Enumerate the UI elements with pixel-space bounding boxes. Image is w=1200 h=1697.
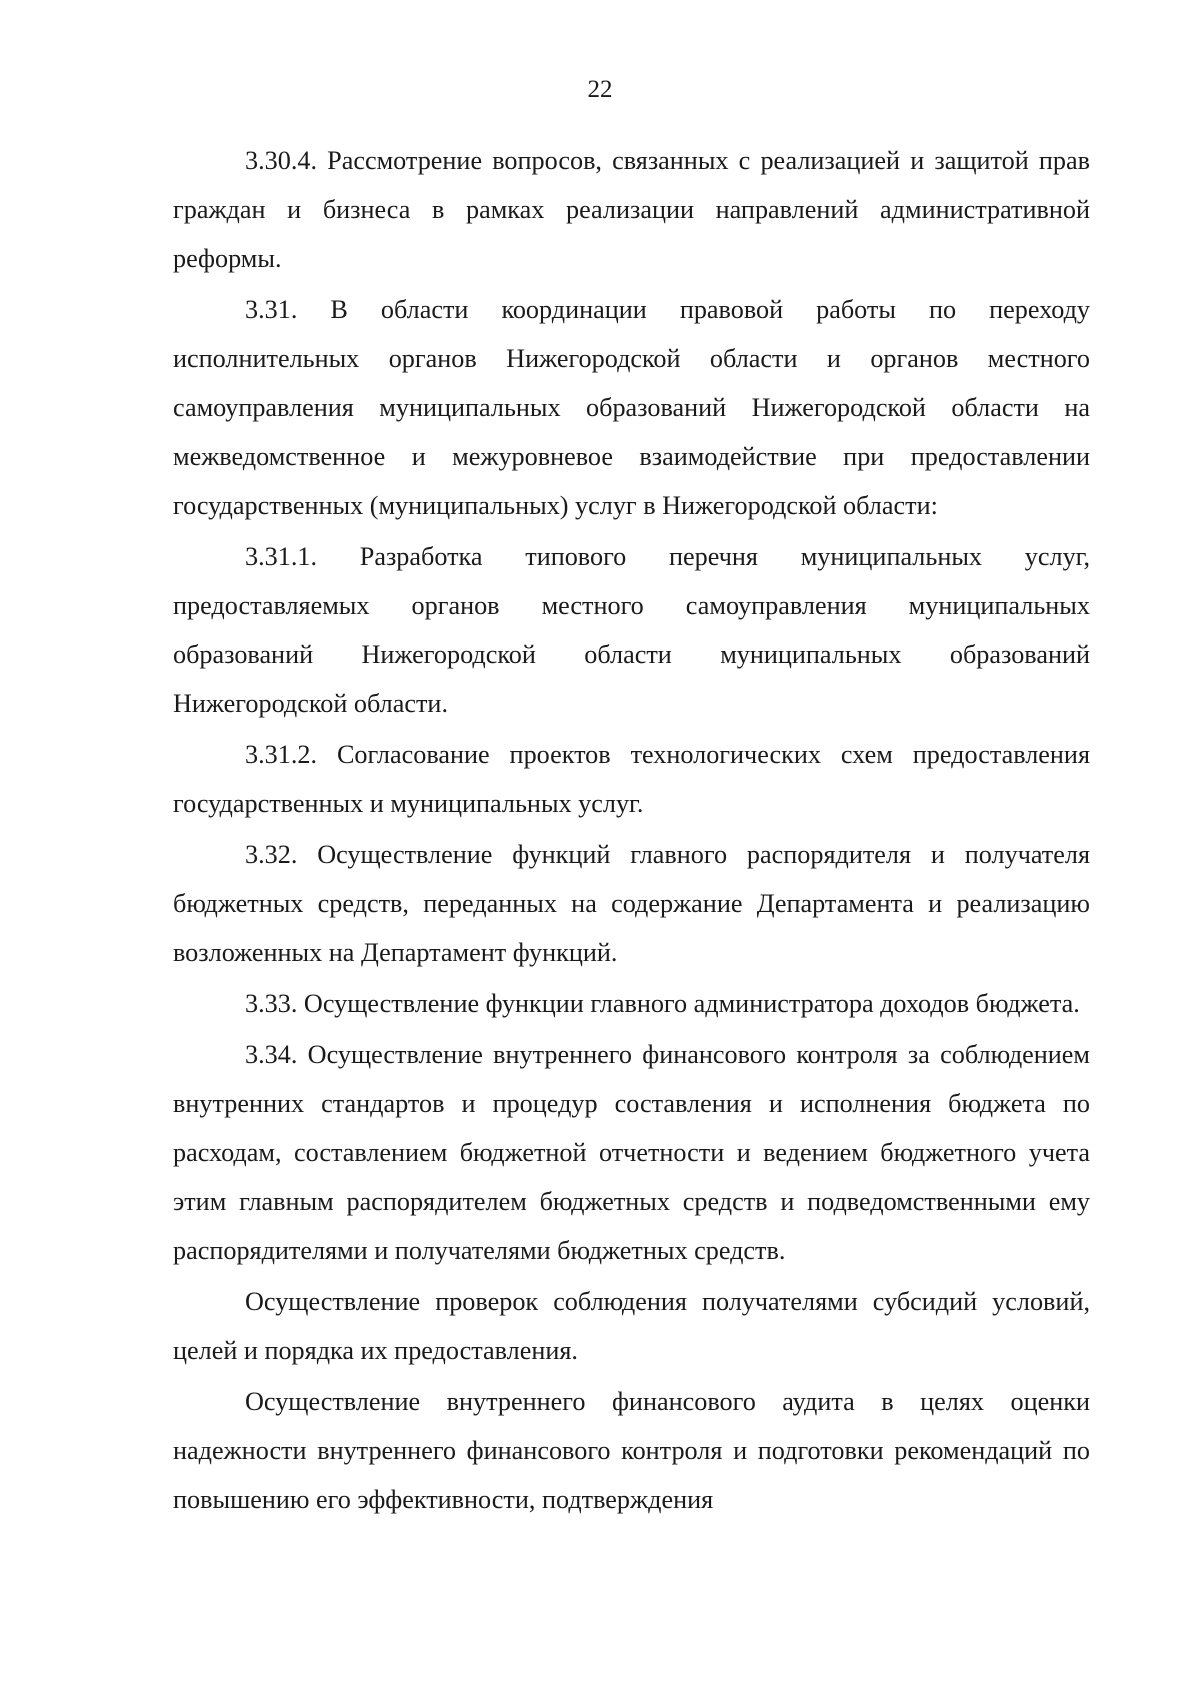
page-number: 22 — [587, 76, 613, 103]
paragraph-3-30-4: 3.30.4. Рассмотрение вопросов, связанных с реализацией и защитой прав граждан и бизнеса в рамках реализации направлений административной реформы. — [173, 146, 1090, 273]
paragraph-internal-audit: Осуществление внутреннего финансового аудита в целях оценки надежности внутреннего финансового контроля и подготовки рекомендаций по повышению его эффективности, подтверждения — [173, 1387, 1090, 1514]
paragraph-subsidy-checks: Осуществление проверок соблюдения получателями субсидий условий, целей и порядка их предоставления. — [173, 1287, 1090, 1365]
paragraph-3-32: 3.32. Осуществление функций главного распорядителя и получателя бюджетных средств, переданных на содержание Департамента и реализацию возложенных на Департамент функций. — [173, 840, 1090, 967]
paragraph-3-31-1: 3.31.1. Разработка типового перечня муниципальных услуг, предоставляемых органов местного самоуправления муниципальных образований Нижегородской области муниципальных образований Нижегородской области. — [173, 542, 1090, 718]
paragraph-3-33: 3.33. Осуществление функции главного администратора доходов бюджета. — [245, 989, 1080, 1018]
paragraph-3-31-2: 3.31.2. Согласование проектов технологических схем предоставления государственных и муниципальных услуг. — [173, 740, 1090, 818]
paragraph-3-34: 3.34. Осуществление внутреннего финансового контроля за соблюдением внутренних стандартов и процедур составления и исполнения бюджета по расходам, составлением бюджетной отчетности и ведением бюджетного учета этим главным распорядителем бюджетных средств и подведомственными ему распорядителями и получателями бюджетных средств. — [173, 1040, 1090, 1265]
document-body — [173, 136, 1090, 1526]
paragraph-3-31: 3.31. В области координации правовой работы по переходу исполнительных органов Нижегородской области и органов местного самоуправления муниципальных образований Нижегородской области на межведомственное и межуровневое взаимодействие при предоставлении государственных (муниципальных) услуг в Нижегородской области: — [173, 295, 1090, 520]
